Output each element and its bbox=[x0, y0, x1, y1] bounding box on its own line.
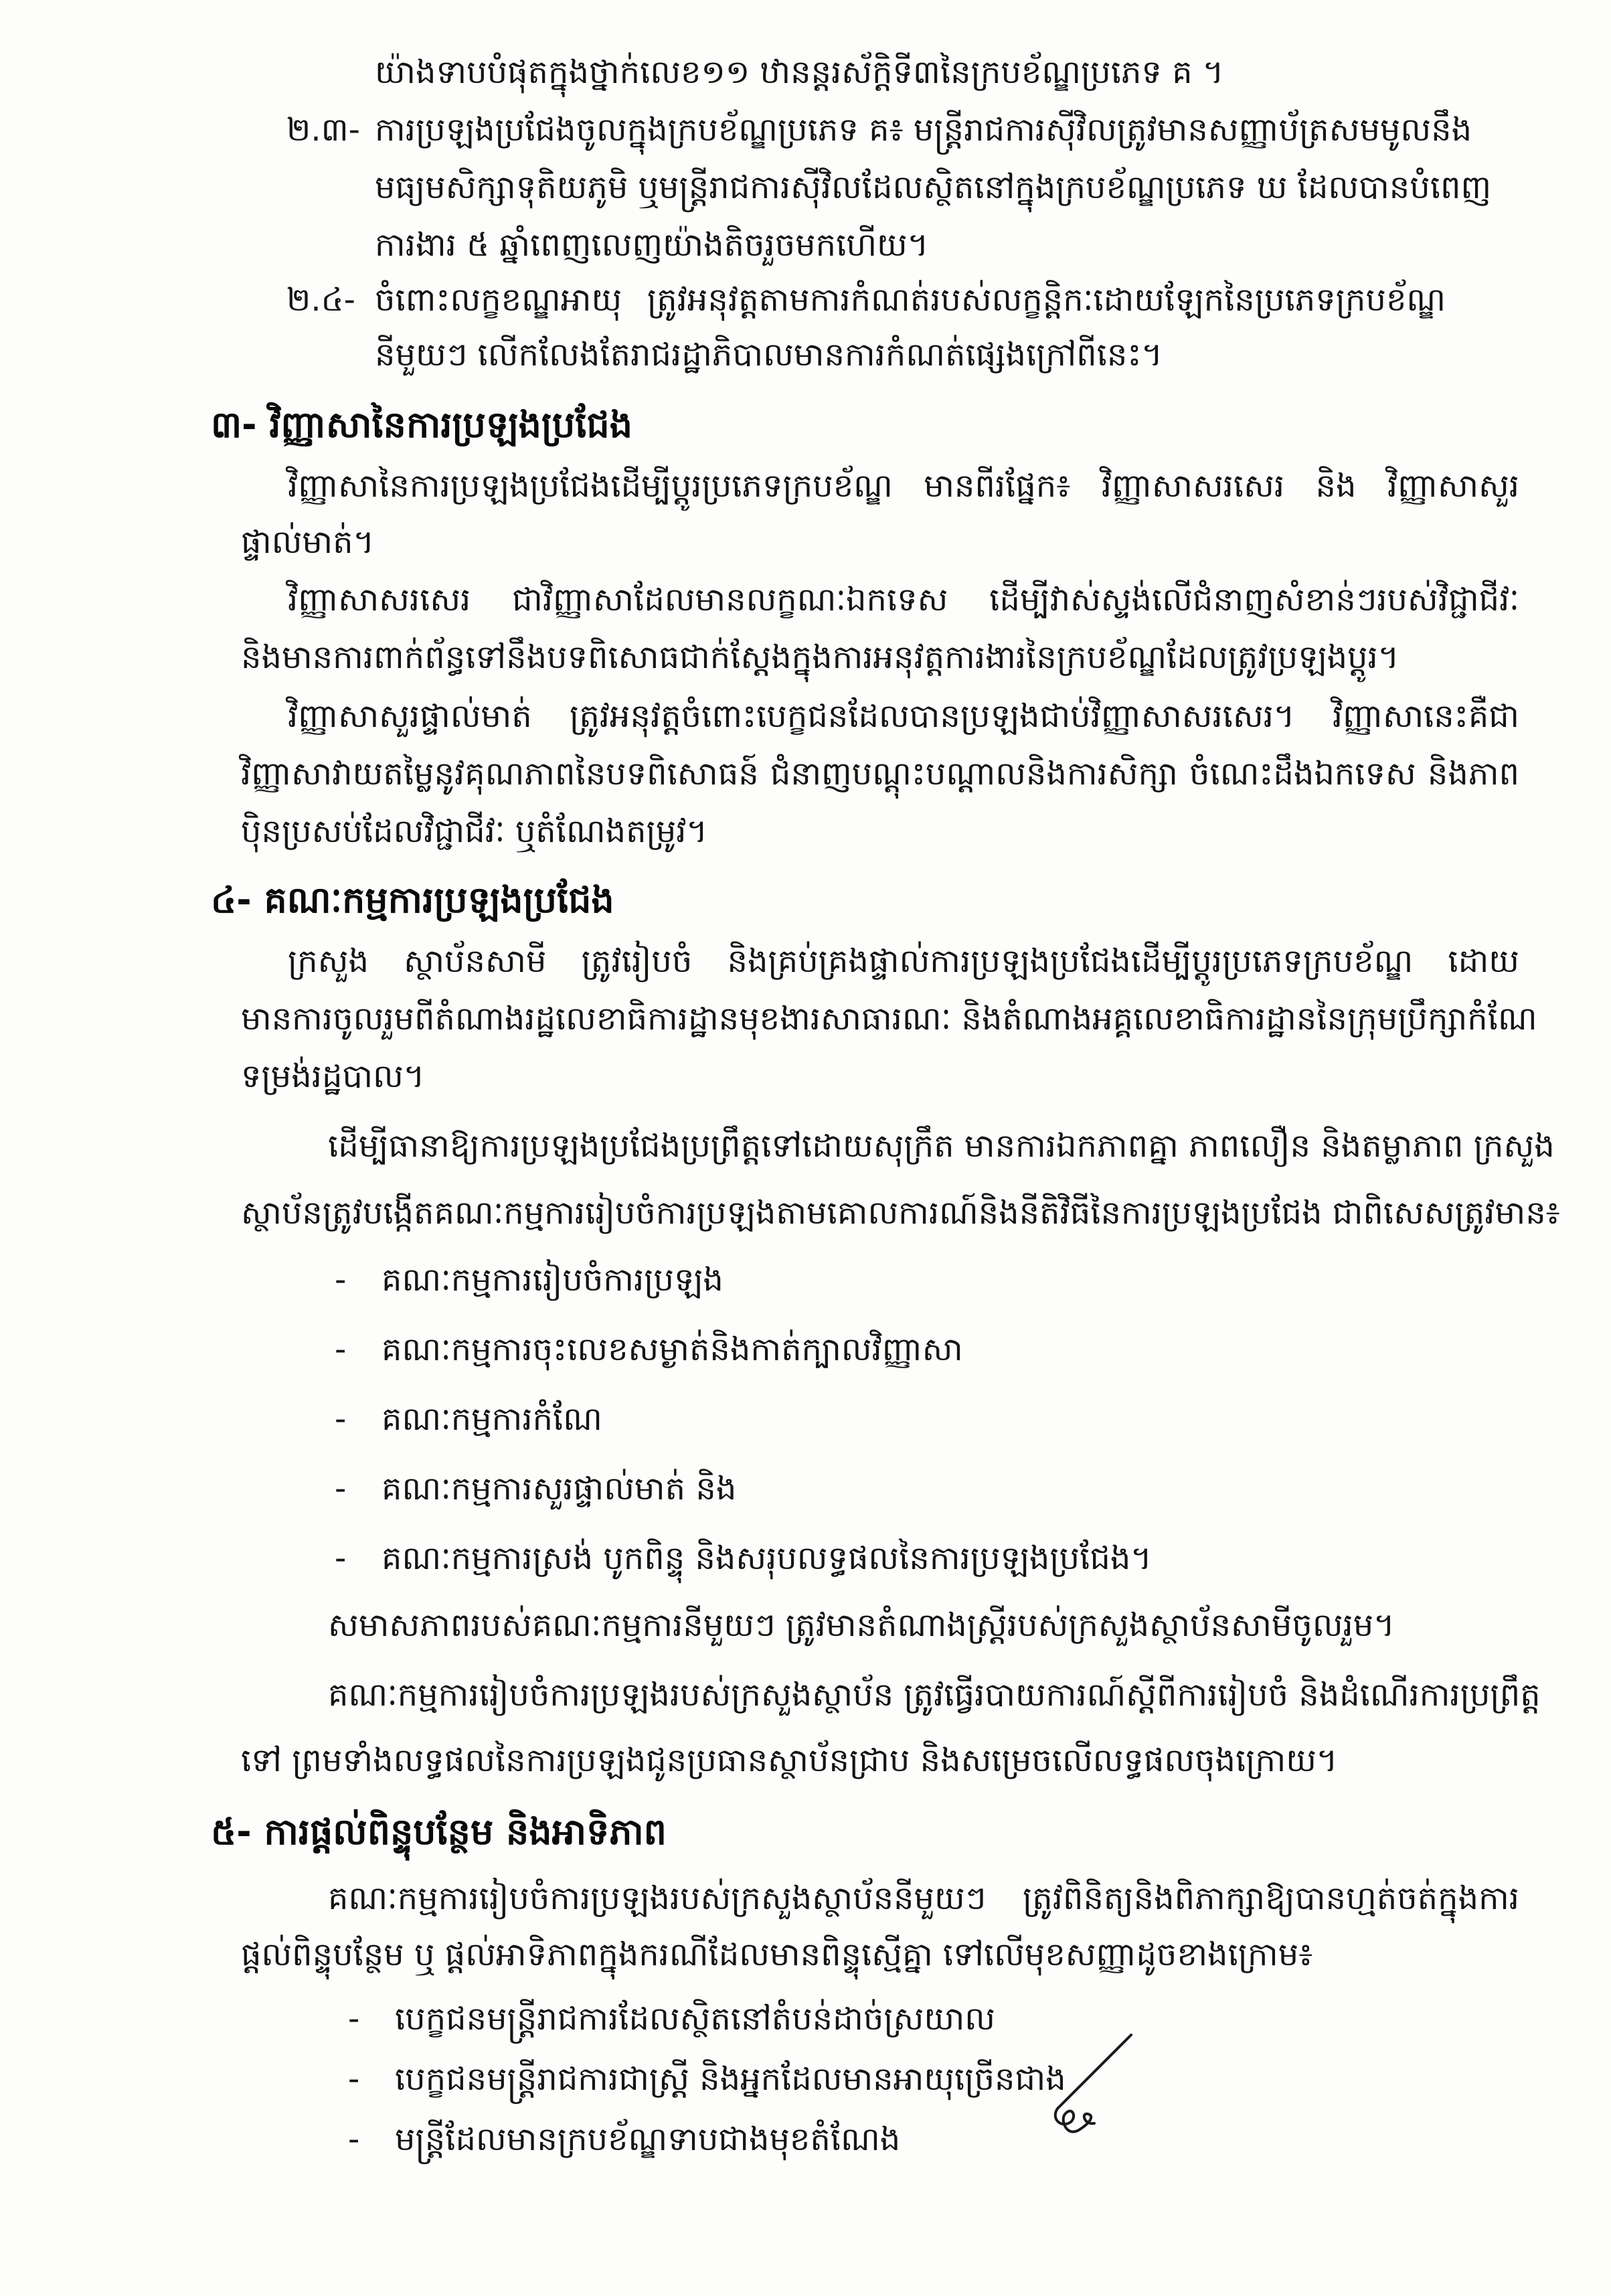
section5-bullet-item bbox=[348, 1995, 995, 2043]
section4-p3-line-1: សមាសភាពរបស់គណៈកម្មការនីមួយៗ ត្រូវមានតំណាងស្ត្រីរបស់ក្រសួងស្ថាប័នសាមីចូលរួម។ bbox=[328, 1607, 1395, 1644]
section3-p1-line-1: វិញ្ញាសានៃការប្រឡងប្រជែងដើម្បីប្តូរប្រភេទក្របខ័ណ្ឌ មានពីរផ្នែក៖ វិញ្ញាសាសរសេរ និង វិញ្ញាសាសួរ bbox=[288, 467, 1519, 505]
bullet-dash: - bbox=[335, 1470, 347, 1507]
section3-heading: ៣- វិញ្ញាសានៃការប្រឡងប្រជែង bbox=[211, 404, 632, 446]
section4-p2-line-2: ស្ថាប័នត្រូវបង្កើតគណៈកម្មការរៀបចំការប្រឡងតាមគោលការណ៍និងនីតិវិធីនៃការប្រឡងប្រជែង ជាពិសេសត្រូវមាន៖ bbox=[241, 1194, 1560, 1232]
section5-heading: ៥- ការផ្តល់ពិន្ទុបន្ថែម និងអាទិភាព bbox=[211, 1811, 667, 1853]
section4-p4-line-2: ទៅ ព្រមទាំងលទ្ធផលនៃការប្រឡងជូនប្រធានស្ថាប័នជ្រាប និងសម្រេចលើលទ្ធផលចុងក្រោយ។ bbox=[241, 1742, 1338, 1779]
section4-p1-line-2: មានការចូលរួមពីតំណាងរដ្ឋលេខាធិការដ្ឋានមុខងារសាធារណៈ និងតំណាងអគ្គលេខាធិការដ្ឋាននៃក្រុមប្រឹក្សាកំណែ bbox=[241, 1000, 1537, 1038]
bullet-dash: - bbox=[335, 1540, 347, 1577]
bullet-dash: - bbox=[335, 1400, 347, 1438]
section5-bullet-item bbox=[348, 2115, 900, 2163]
item-2-4-line-2: នីមួយៗ លើកលែងតែរាជរដ្ឋាភិបាលមានការកំណត់ផ្សេងក្រៅពីនេះ។ bbox=[375, 336, 1163, 374]
section3-p3-line-2: វិញ្ញាសាវាយតម្លៃនូវគុណភាពនៃបទពិសោធន៍ ជំនាញបណ្តុះបណ្តាលនិងការសិក្សា ចំណេះដឹងឯកទេស និងភាព bbox=[241, 755, 1519, 793]
bullet-dash: - bbox=[348, 2060, 360, 2098]
section3-p2-line-2: និងមានការពាក់ព័ន្ធទៅនឹងបទពិសោធជាក់ស្តែងក្នុងការអនុវត្តការងារនៃក្របខ័ណ្ឌដែលត្រូវប្រឡងប្តូរ។ bbox=[241, 639, 1400, 676]
section4-p1-line-1: ក្រសួង ស្ថាប័នសាមី ត្រូវរៀបចំ និងគ្រប់គ្រងផ្ទាល់ការប្រឡងប្រជែងដើម្បីប្តូរប្រភេទក្របខ័ណ្ឌ ដោយ bbox=[288, 942, 1519, 980]
section4-bullet-item bbox=[335, 1465, 736, 1513]
section5-bullet-text: បេក្ខជនមន្ត្រីរាជការដែលស្ថិតនៅតំបន់ដាច់ស្រយាល bbox=[395, 2000, 995, 2038]
bullet-dash: - bbox=[335, 1331, 347, 1368]
section5-bullet-text: មន្ត្រីដែលមានក្របខ័ណ្ឌទាបជាងមុខតំណែង bbox=[395, 2121, 901, 2158]
section4-p2-line-1: ដើម្បីធានាឱ្យការប្រឡងប្រជែងប្រព្រឹត្តទៅដោយសុក្រឹត មានការឯកភាពគ្នា ភាពលឿន និងតម្លាភាព ក្រសួង bbox=[328, 1127, 1555, 1165]
section4-heading: ៤- គណៈកម្មការប្រឡងប្រជែង bbox=[211, 879, 614, 921]
section4-bullet-item bbox=[335, 1534, 1152, 1582]
section4-bullet-text: គណៈកម្មការចុះលេខសម្ងាត់និងកាត់ក្បាលវិញ្ញាសា bbox=[381, 1331, 963, 1368]
bullet-dash: - bbox=[335, 1261, 347, 1299]
item-2-3-line-1: ការប្រឡងប្រជែងចូលក្នុងក្របខ័ណ្ឌប្រភេទ គ៖ មន្ត្រីរាជការស៊ីវិលត្រូវមានសញ្ញាប័ត្រសមមូលនឹង bbox=[375, 111, 1472, 149]
section5-bullet-text: បេក្ខជនមន្ត្រីរាជការជាស្ត្រី និងអ្នកដែលមានអាយុច្រើនជាង bbox=[395, 2060, 1066, 2098]
section4-bullet-text: គណៈកម្មការរៀបចំការប្រឡង bbox=[381, 1261, 724, 1299]
bullet-dash: - bbox=[348, 2121, 360, 2158]
section5-bullet-item bbox=[348, 2055, 1066, 2103]
section4-bullet-item bbox=[335, 1395, 602, 1443]
section5-p1-line-2: ផ្តល់ពិន្ទុបន្ថែម ឬ ផ្តល់អាទិភាពក្នុងករណីដែលមានពិន្ទុស្មើគ្នា ទៅលើមុខសញ្ញាដូចខាងក្រោម៖ bbox=[241, 1936, 1313, 1973]
bullet-dash: - bbox=[348, 2000, 360, 2038]
section3-p3-line-1: វិញ្ញាសាសួរផ្ទាល់មាត់ ត្រូវអនុវត្តចំពោះបេក្ខជនដែលបានប្រឡងជាប់វិញ្ញាសាសរសេរ។ វិញ្ញាសានេះគឺជា bbox=[288, 698, 1519, 735]
section3-p2-line-1: វិញ្ញាសាសរសេរ ជាវិញ្ញាសាដែលមានលក្ខណៈឯកទេស ដើម្បីវាស់ស្ទង់លើជំនាញសំខាន់ៗរបស់វិជ្ជាជីវៈ bbox=[288, 581, 1519, 619]
item-2-3-number: ២.៣- bbox=[286, 111, 360, 149]
item-2-4-number: ២.៤- bbox=[286, 281, 355, 319]
section4-p1-line-3: ទម្រង់រដ្ឋបាល។ bbox=[241, 1058, 425, 1095]
item-2-3-line-3: ការងារ ៥ ឆ្នាំពេញលេញយ៉ាងតិចរួចមកហើយ។ bbox=[375, 226, 929, 264]
section4-bullet-item bbox=[335, 1325, 963, 1374]
item-2-4-line-1: ចំពោះលក្ខខណ្ឌអាយុ ត្រូវអនុវត្តតាមការកំណត់របស់លក្ខន្តិកៈដោយឡែកនៃប្រភេទក្របខ័ណ្ឌ bbox=[375, 281, 1446, 319]
item-2-3-line-2: មធ្យមសិក្សាទុតិយភូមិ ឬមន្ត្រីរាជការស៊ីវិលដែលស្ថិតនៅក្នុងក្របខ័ណ្ឌប្រភេទ ឃ ដែលបានបំពេញ bbox=[375, 169, 1492, 206]
section4-p4-line-1: គណៈកម្មការរៀបចំការប្រឡងរបស់ក្រសួងស្ថាប័ន ត្រូវធ្វើរបាយការណ៍ស្តីពីការរៀបចំ និងដំណើរការប្រព្រឹត្ត bbox=[328, 1676, 1541, 1714]
section4-bullet-item bbox=[335, 1256, 724, 1304]
handwritten-signature bbox=[1031, 2022, 1158, 2149]
section4-bullet-text: គណៈកម្មការកំណែ bbox=[381, 1400, 602, 1438]
section4-bullet-text: គណៈកម្មការសួរផ្ទាល់មាត់ និង bbox=[381, 1470, 737, 1507]
section4-bullet-text: គណៈកម្មការស្រង់ បូកពិន្ទុ និងសរុបលទ្ធផលនៃការប្រឡងប្រជែង។ bbox=[381, 1540, 1152, 1577]
section3-p3-line-3: ប៉ិនប្រសប់ដែលវិជ្ជាជីវៈ ឬតំណែងតម្រូវ។ bbox=[241, 813, 708, 850]
section2-carry-line: យ៉ាងទាបបំផុតក្នុងថ្នាក់លេខ១១ ឋានន្តរស័ក្តិទី៣នៃក្របខ័ណ្ឌប្រភេទ គ ។ bbox=[375, 54, 1224, 91]
section5-p1-line-1: គណៈកម្មការរៀបចំការប្រឡងរបស់ក្រសួងស្ថាប័ននីមួយៗ ត្រូវពិនិត្យនិងពិភាក្សាឱ្យបានហ្មត់ចត់ក្នុងការ bbox=[328, 1880, 1519, 1917]
section3-p1-line-2: ផ្ទាល់មាត់។ bbox=[241, 523, 375, 561]
